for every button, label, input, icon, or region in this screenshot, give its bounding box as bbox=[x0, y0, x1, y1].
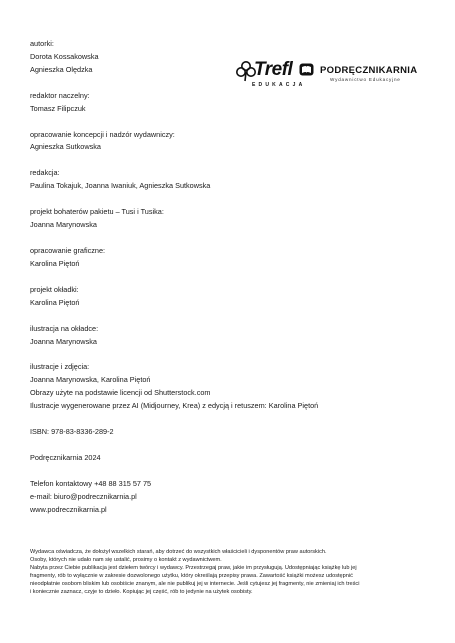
credit-line: Ilustracje wygenerowane przez AI (Midjourney, Krea) z edycją i retuszem: Karolina Piętoń bbox=[30, 401, 319, 411]
credit-line: ilustracja na okładce: bbox=[30, 323, 99, 333]
credit-line: Tomasz Filipczuk bbox=[30, 103, 86, 113]
trefl-wordmark: Trefl bbox=[254, 59, 293, 80]
legal-line: Wydawca oświadcza, że dołożył wszelkich starań, aby dotrzeć do wszystkich właścicieli i dysponentów praw autorskich. bbox=[30, 549, 327, 555]
credit-line: Joanna Marynowska, Karolina Piętoń bbox=[30, 375, 151, 385]
group-spacer bbox=[30, 348, 330, 361]
credits-block bbox=[30, 38, 330, 517]
group-spacer bbox=[30, 439, 330, 452]
credit-line: ilustracje i zdjęcia: bbox=[30, 362, 90, 372]
group-spacer bbox=[30, 193, 330, 206]
legal-line: Osoby, których nie udało nam się ustalić, prosimy o kontakt z wydawnictwem. bbox=[30, 557, 222, 564]
podrecznikarnia-wordmark: PODRĘCZNIKARNIA bbox=[320, 65, 418, 76]
group-spacer bbox=[30, 116, 330, 129]
podrecznikarnia-subtitle: Wydawnictwo Edukacyjne bbox=[330, 77, 401, 82]
credit-line: Karolina Piętoń bbox=[30, 297, 80, 307]
credit-line: Podręcznikarnia 2024 bbox=[30, 452, 101, 462]
legal-line: Nabyta przez Ciebie publikacja jest dziełem twórcy i wydawcy. Przestrzegaj praw, jakie im przysługują. Udostępniając książkę lub jej bbox=[30, 565, 357, 572]
legal-line: fragmenty, rób to wyłącznie w zakresie dozwolonego użytku, który określają przepisy prawa. Zawartość książki możesz udostępnić bbox=[30, 573, 353, 580]
legal-line: nieodpłatnie osobom bliskim lub osobiście znanym, ale nie publikuj jej w internecie. Jeśli cytujesz jej fragmenty, nie zmieniaj ich treści bbox=[30, 581, 360, 588]
credit-line: Joanna Marynowska bbox=[30, 336, 97, 346]
credit-line: opracowanie koncepcji i nadzór wydawniczy: bbox=[30, 129, 175, 139]
publisher-logos bbox=[236, 57, 436, 97]
credit-line: Paulina Tokajuk, Joanna Iwaniuk, Agnieszka Sutkowska bbox=[30, 181, 211, 191]
credit-line: redakcja: bbox=[30, 168, 60, 178]
group-spacer bbox=[30, 271, 330, 284]
credit-line: redaktor naczelny: bbox=[30, 90, 90, 100]
credit-line: opracowanie graficzne: bbox=[30, 245, 106, 255]
credit-line: Obrazy użyte na podstawie licencji od Shutterstock.com bbox=[30, 388, 211, 398]
credit-line: Dorota Kossakowska bbox=[30, 51, 99, 61]
group-spacer bbox=[30, 310, 330, 323]
credit-line: www.podrecznikarnia.pl bbox=[30, 504, 107, 514]
book-icon bbox=[299, 63, 314, 76]
credit-line: Agnieszka Sutkowska bbox=[30, 142, 101, 152]
trefl-logo bbox=[236, 57, 314, 93]
legal-notice bbox=[30, 548, 426, 597]
legal-line: i koniecznie zaznacz, czyje to dzieło. Kopiując jej część, rób to jedynie na użytek osobisty. bbox=[30, 589, 253, 596]
group-spacer bbox=[30, 154, 330, 167]
credit-line: autorki: bbox=[30, 39, 54, 48]
credit-line: Karolina Piętoń bbox=[30, 258, 80, 268]
credit-line: Joanna Marynowska bbox=[30, 220, 97, 230]
group-spacer bbox=[30, 465, 330, 478]
credit-line: ISBN: 978-83-8336-289-2 bbox=[30, 427, 114, 437]
trefl-subtitle: EDUKACJA bbox=[252, 82, 306, 88]
credit-line: e-mail: biuro@podrecznikarnia.pl bbox=[30, 491, 137, 501]
credit-line: Agnieszka Olędzka bbox=[30, 64, 93, 74]
credit-line: Telefon kontaktowy +48 88 315 57 75 bbox=[30, 478, 152, 488]
credit-line: projekt okładki: bbox=[30, 284, 79, 294]
credit-line: projekt bohaterów pakietu – Tusi i Tusika: bbox=[30, 207, 164, 217]
group-spacer bbox=[30, 232, 330, 245]
group-spacer bbox=[30, 413, 330, 426]
clover-icon bbox=[236, 60, 256, 82]
